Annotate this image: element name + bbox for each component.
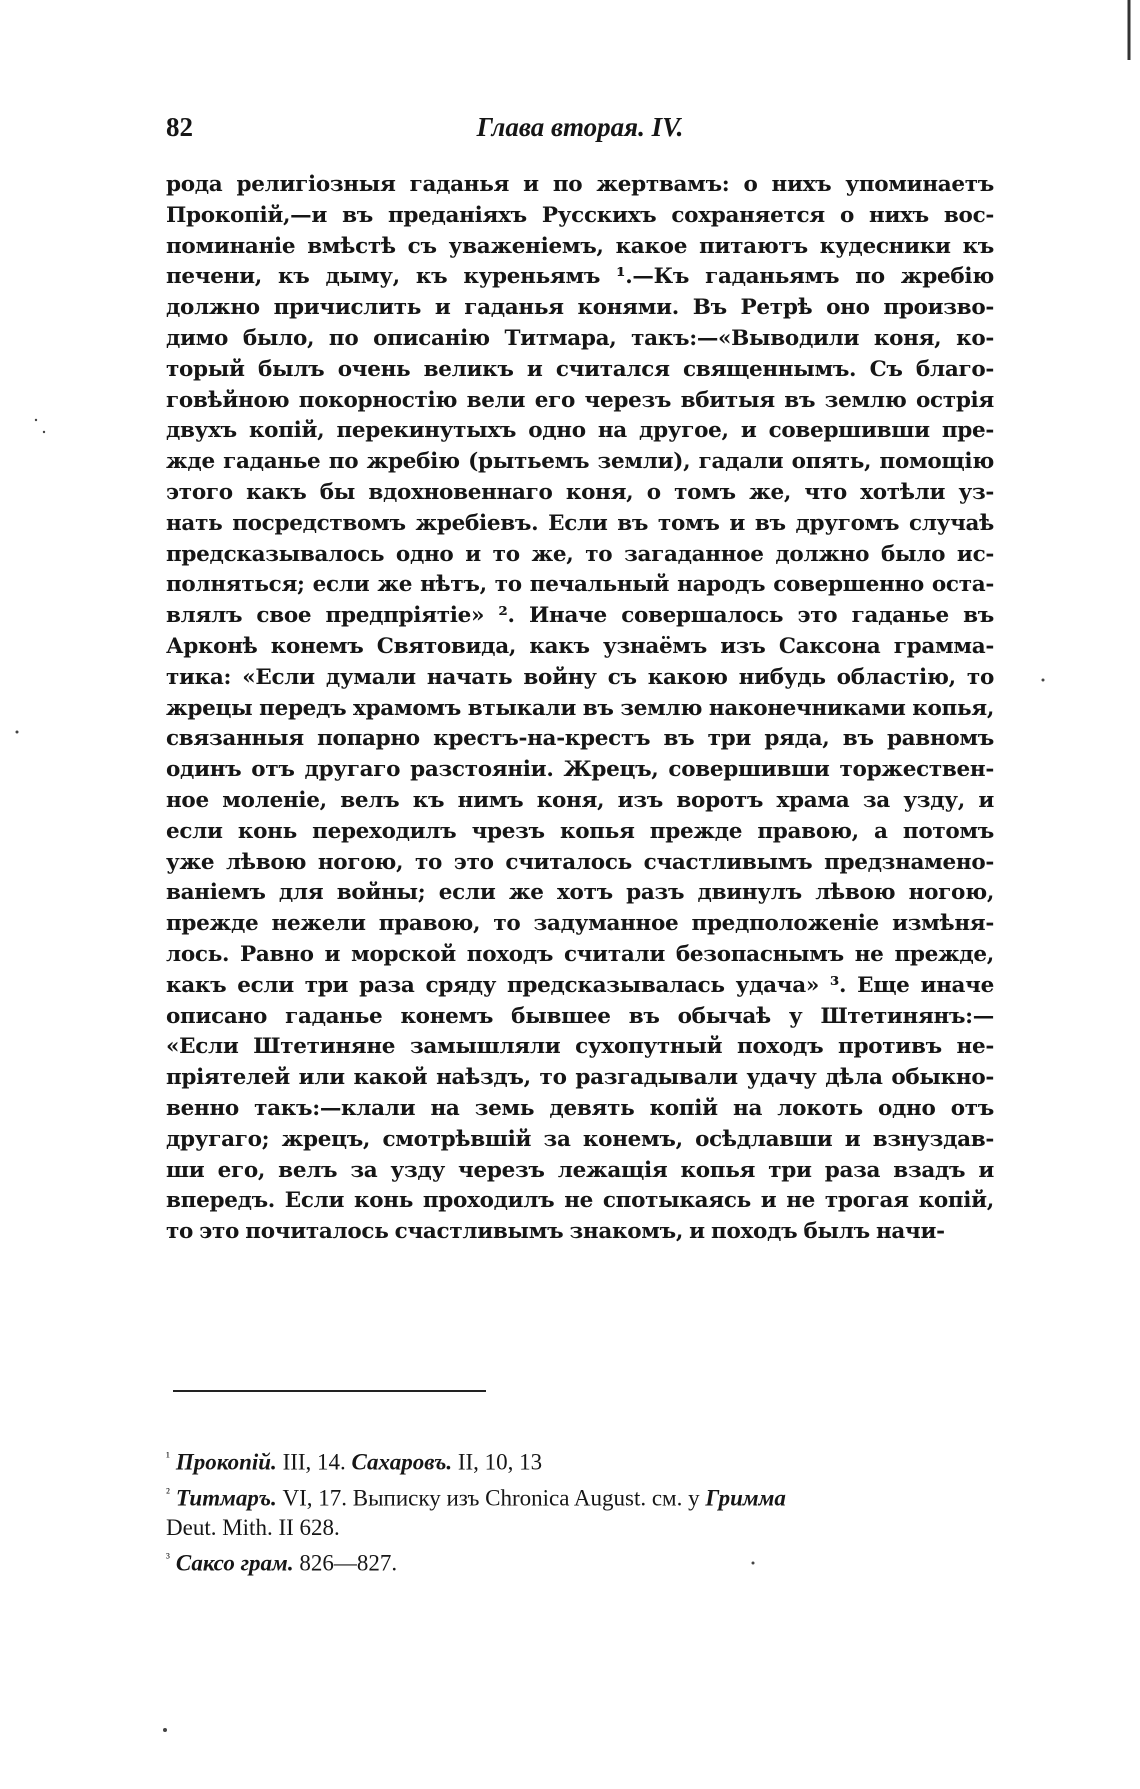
text-line: рода религiозныя гаданья и по жертвамъ: о нихъ упоминаетъ: [166, 172, 994, 197]
text-line: лось. Равно и морской походъ считали безопаснымъ не прежде,: [166, 941, 994, 967]
text-line: если конь переходилъ чрезъ копья прежде правою, а потомъ: [166, 818, 994, 844]
footnote-2: [166, 1478, 994, 1514]
text-line: предсказывалось одно и то же, то загаданное должно было ис-: [166, 541, 994, 567]
text-line: полняться; если же нѣтъ, то печальный народъ совершенно оста-: [166, 572, 994, 598]
footnote-ref: 826—827.: [293, 1550, 398, 1576]
footnote-source: Гримма: [705, 1485, 786, 1511]
text-line: димо было, по описанiю Титмара, такъ:—«Выводили коня, ко-: [166, 325, 994, 351]
text-line: тика: «Если думали начать войну съ какою нибудь областiю, то: [166, 664, 994, 690]
text-line: жде гаданье по жребiю (рытьемъ земли), гадали опять, помощiю: [166, 449, 994, 475]
speck: [1042, 679, 1045, 682]
footnote-1: [166, 1442, 994, 1478]
speck: [163, 1728, 167, 1732]
speck: [16, 731, 19, 734]
text-line: «Если Штетиняне замышляли сухопутный походъ противъ не-: [166, 1034, 994, 1060]
text-line: нать посредствомъ жребiевъ. Если въ томъ и въ другомъ случаѣ: [166, 510, 994, 536]
footnote-ref: VI, 17. Выписку изъ Chronica August. см. у: [276, 1485, 706, 1511]
page-number: 82: [166, 112, 193, 142]
text-line: должно причислить и гаданья конями. Въ Ретрѣ оно произво-: [166, 295, 994, 321]
text-line: уже лѣвою ногою, то это считалось счастливымъ предзнамено-: [166, 849, 994, 875]
body-text: [166, 170, 994, 1248]
footnote-mark: ²: [166, 1484, 170, 1500]
text-line: печени, къ дыму, къ куреньямъ ¹.—Къ гаданьямъ по жребiю: [166, 264, 994, 290]
text-line: этого какъ бы вдохновеннаго коня, о томъ же, что хотѣли уз-: [166, 479, 994, 505]
footnotes: [166, 1442, 994, 1579]
text-line: какъ если три раза сряду предсказывалась удача» ³. Еще иначе: [166, 972, 994, 998]
text-line: описано гаданье конемъ бывшее въ обычаѣ у Штетинянъ:—: [166, 1003, 994, 1029]
speck: [43, 431, 45, 433]
text-line: Арконѣ конемъ Святовида, какъ узнаёмъ изъ Саксона грамма-: [166, 633, 994, 659]
footnote-mark: ³: [166, 1550, 170, 1566]
page-header: [166, 112, 994, 152]
footnote-source: Саксо грам.: [175, 1550, 294, 1576]
footnote-divider: [173, 1390, 486, 1392]
text-line: прежде нежели правою, то задуманное предположенiе измѣня-: [166, 911, 994, 937]
footnote-3: [166, 1543, 994, 1579]
text-line: то это почиталось счастливымъ знакомъ, и походъ былъ начи-: [166, 1219, 945, 1245]
text-line: связанныя попарно крестъ-на-крестъ въ три ряда, въ равномъ: [166, 726, 994, 752]
text-line: впередъ. Если конь проходилъ не спотыкаясь и не трогая копiй,: [166, 1188, 994, 1214]
text-line: жрецы передъ храмомъ втыкали въ землю наконечниками копья,: [166, 695, 994, 721]
footnote-2-continued: [166, 1513, 994, 1543]
text-line: двухъ копiй, перекинутыхъ одно на другое, и совершивши пре-: [166, 418, 994, 444]
footnote-source: Прокопiй.: [175, 1449, 277, 1475]
text-line: ное моленiе, велъ къ нимъ коня, изъ воротъ храма за узду, и: [166, 787, 994, 813]
text-line: другаго; жрецъ, смотрѣвшiй за конемъ, осѣдлавши и взнуздав-: [166, 1126, 994, 1152]
footnote-mark: ¹: [166, 1449, 170, 1464]
text-line: говѣйною покорностiю вели его черезъ вбитыя въ землю острiя: [166, 387, 994, 413]
text-line: одинъ отъ другаго разстоянiи. Жрецъ, совершивши торжествен-: [166, 757, 994, 783]
text-line: поминанiе вмѣстѣ съ уваженiемъ, какое питаютъ кудесники къ: [166, 233, 994, 259]
footnote-ref: Deut. Mith. II 628.: [166, 1515, 340, 1541]
text-line: влялъ свое предпрiятiе» ². Иначе совершалось это гаданье въ: [166, 603, 994, 629]
footnote-source: Титмаръ.: [175, 1485, 277, 1511]
text-line: торый былъ очень великъ и считался священнымъ. Съ благо-: [166, 356, 994, 382]
text-line: Прокопiй,—и въ преданiяхъ Русскихъ сохраняется о нихъ вос-: [166, 202, 994, 228]
text-line: ши его, велъ за узду черезъ лежащiя копья три раза взадъ и: [166, 1157, 994, 1183]
text-line: прiятелей или какой наѣздъ, то разгадывали удачу дѣла обыкно-: [166, 1065, 994, 1091]
text-line: ванiемъ для войны; если же хотъ разъ двинулъ лѣвою ногою,: [166, 880, 994, 906]
running-head: Глава вторая. IV.: [476, 112, 684, 142]
footnote-ref: III, 14.: [276, 1449, 352, 1475]
footnote-ref: II, 10, 13: [452, 1449, 543, 1475]
footnote-source: Сахаровъ.: [351, 1449, 453, 1475]
speck: [35, 419, 37, 421]
text-line: венно такъ:—клали на земь девять копiй на локоть одно отъ: [166, 1095, 994, 1121]
